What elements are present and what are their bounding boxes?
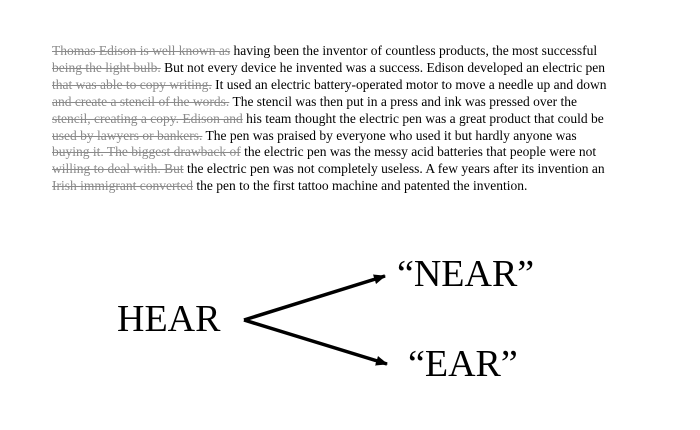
struck-text: being the light bulb. (52, 59, 161, 75)
kept-text: having been the inventor of countless products, the most successful (230, 43, 598, 58)
struck-text: stencil, creating a copy. Edison and (52, 110, 243, 126)
struck-text: Irish immigrant converted (52, 178, 193, 194)
source-word: HEAR (117, 298, 221, 340)
kept-text: his team thought the electric pen was a great product that could be (242, 110, 604, 126)
kept-text: the electric pen was the messy acid batteries that people were not (240, 144, 597, 160)
struck-text: buying it. The biggest drawback of (52, 144, 241, 160)
kept-text: the pen to the first tattoo machine and patented the invention. (192, 178, 528, 194)
struck-text: and create a stencil of the words. (52, 93, 230, 109)
struck-text: used by lawyers or bankers. (52, 127, 203, 143)
struck-text: that was able to copy writing. (52, 76, 212, 92)
kept-text: the electric pen was not completely useless. A few years after its invention an (183, 161, 605, 177)
struck-text: willing to deal with. But (52, 161, 184, 177)
kept-text: The pen was praised by everyone who used it but hardly anyone was (202, 127, 577, 143)
arrow-to-ear (244, 320, 387, 364)
kept-text: The stencil was then put in a press and ink was pressed over the (229, 93, 577, 109)
target-word-near: “NEAR” (397, 253, 535, 295)
struck-text: Thomas Edison is well known as (52, 43, 231, 58)
kept-text: But not every device he invented was a success. Edison developed an electric pen (160, 59, 605, 75)
target-word-ear: “EAR” (408, 343, 518, 385)
kept-text: It used an electric battery-operated motor to move a needle up and down (211, 76, 607, 92)
arrow-to-near (244, 276, 385, 320)
